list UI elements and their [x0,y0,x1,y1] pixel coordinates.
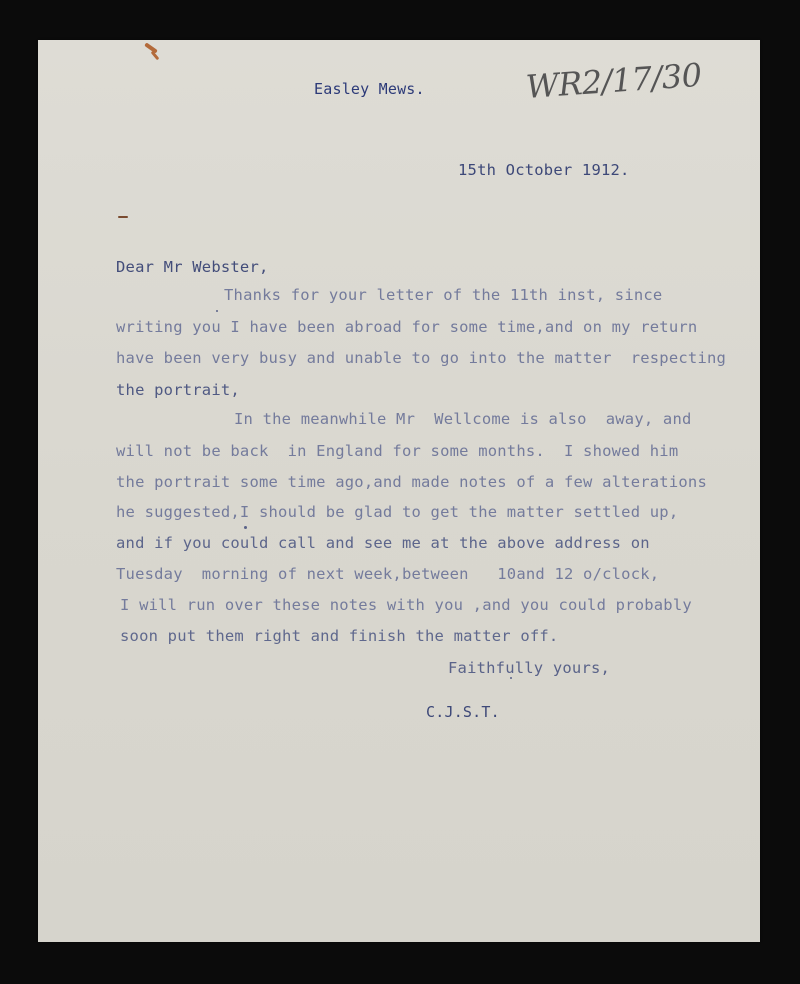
body-line: the portrait some time ago,and made notes of a few alterations [116,473,707,491]
letter-date: 15th October 1912. [458,161,630,179]
body-line: will not be back in England for some months. I showed him [116,442,679,460]
ink-speck [244,526,247,529]
letter-page [38,40,760,942]
body-line: the portrait, [116,381,240,399]
body-line: he suggested,I should be glad to get the matter settled up, [116,503,679,521]
ink-speck [216,310,218,312]
body-line: writing you I have been abroad for some time,and on my return [116,318,698,336]
body-line: Tuesday morning of next week,between 10and 12 o/clock, [116,565,660,583]
body-line: In the meanwhile Mr Wellcome is also away, and [234,410,692,428]
body-line: have been very busy and unable to go into the matter respecting [116,349,727,367]
body-line: Thanks for your letter of the 11th inst, since [224,286,663,304]
sender-address: Easley Mews. [314,80,425,98]
body-line: soon put them right and finish the matter off. [120,627,559,645]
signature-initials: C.J.S.T. [426,703,500,721]
archive-reference-handwritten: WR2/17/30 [524,55,703,106]
ink-dash [118,216,128,218]
closing: Faithfully yours, [448,659,611,677]
body-line: and if you could call and see me at the above address on [116,534,650,552]
ink-speck [510,677,512,679]
body-line: I will run over these notes with you ,and you could probably [120,596,692,614]
salutation: Dear Mr Webster, [116,258,269,276]
